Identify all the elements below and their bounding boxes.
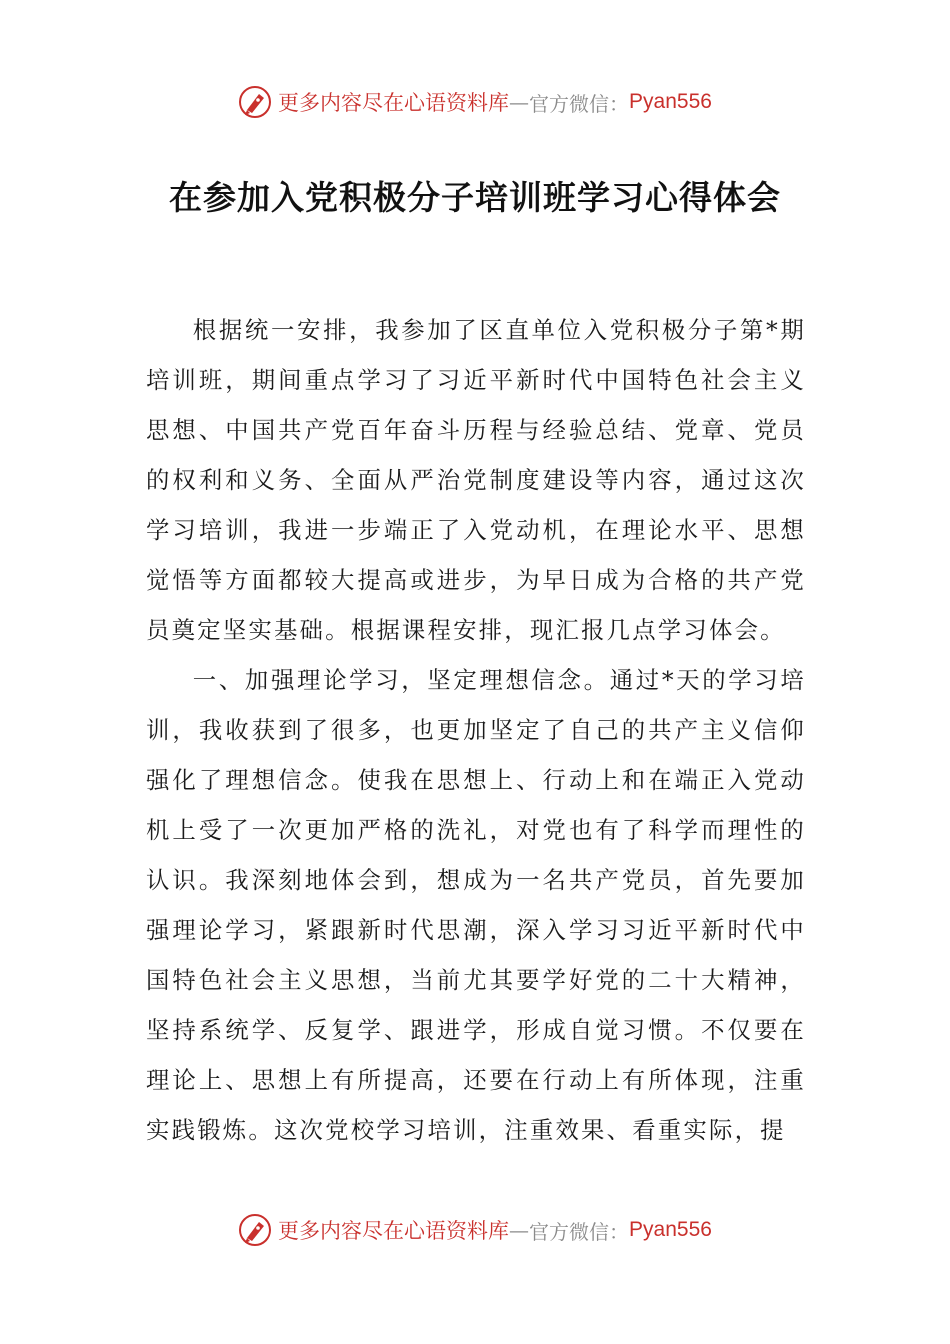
pen-nib-logo-icon — [238, 1213, 272, 1247]
watermark-main-text: 更多内容尽在心语资料库 — [278, 1219, 510, 1243]
document-body — [146, 305, 806, 1155]
paragraph-2: 一、加强理论学习，坚定理想信念。通过*天的学习培训，我收获到了很多，也更加坚定了自己的共产主义信仰强化了理想信念。使我在思想上、行动上和在端正入党动机上受了一次更加严格的洗礼，对党也有了科学而理性的认识。我深刻地体会到，想成为一名共产党员，首先要加强理论学习，紧跟新时代思潮，深入学习习近平新时代中国特色社会主义思想，当前尤其要学好党的二十大精神，坚持系统学、反复学、跟进学，形成自觉习惯。不仅要在理论上、思想上有所提高，还要在行动上有所体现，注重实践锻炼。这次党校学习培训，注重效果、看重实际，提 — [146, 666, 806, 1144]
watermark-dash: — — [509, 90, 530, 114]
watermark-header — [0, 82, 950, 122]
paragraph-1: 根据统一安排，我参加了区直单位入党积极分子第*期培训班，期间重点学习了习近平新时代中国特色社会主义思想、中国共产党百年奋斗历程与经验总结、党章、党员的权利和义务、全面从严治党制度建设等内容，通过这次学习培训，我进一步端正了入党动机，在理论水平、思想觉悟等方面都较大提高或进步，为早日成为合格的共产党员奠定坚实基础。根据课程安排，现汇报几点学习体会。 — [146, 316, 806, 644]
document-title: 在参加入党积极分子培训班学习心得体会 — [169, 178, 781, 217]
watermark-footer — [0, 1210, 950, 1250]
watermark-wechat-id: Pyan556 — [629, 90, 712, 113]
watermark-main-text: 更多内容尽在心语资料库 — [278, 91, 510, 115]
watermark-label: 官方微信： — [529, 1219, 630, 1244]
watermark-wechat-id: Pyan556 — [629, 1218, 712, 1241]
watermark-dash: — — [509, 1218, 530, 1242]
watermark-label: 官方微信： — [529, 91, 630, 116]
pen-nib-logo-icon — [238, 85, 272, 119]
